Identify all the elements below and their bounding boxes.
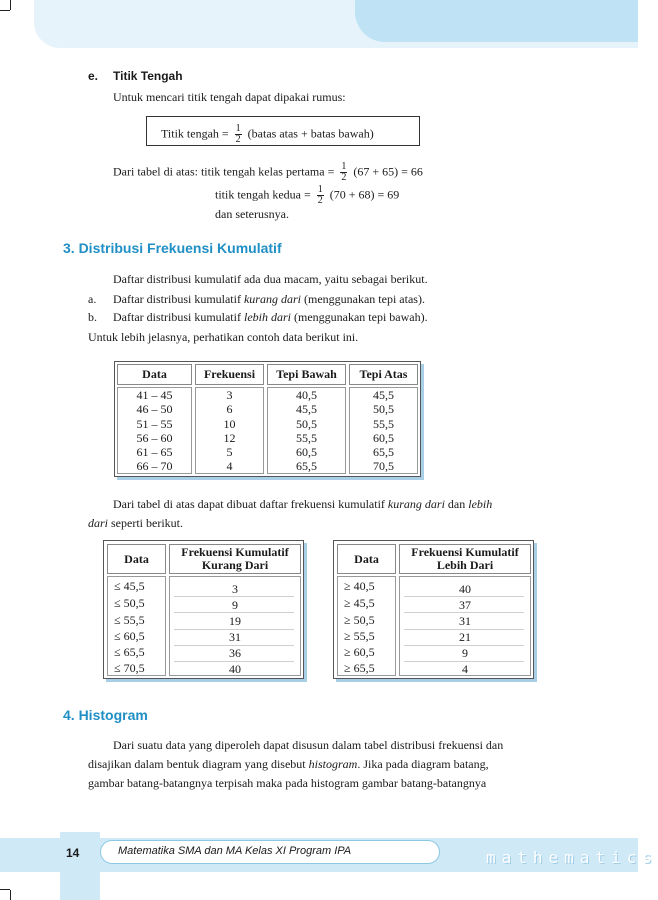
footer-brand-logo: mathematics <box>486 848 658 867</box>
formula-text: (batas atas + batas bawah) <box>247 126 374 141</box>
table-cell: 19 <box>229 614 241 628</box>
table-cell: ≥ 65,5 <box>344 661 375 675</box>
formula-text: Titik tengah = <box>161 126 229 141</box>
fraction: $\frac{1}{2}$ <box>235 123 241 145</box>
paragraph: dan seterusnya. <box>215 207 289 221</box>
table-cell: 31 <box>459 614 471 628</box>
table-cell: ≤ 55,5 <box>114 613 145 627</box>
list-label: b. <box>88 310 97 324</box>
table-cell: 10 <box>223 417 236 431</box>
table-header: Data <box>107 544 166 574</box>
table-cell: 4 <box>462 662 468 676</box>
table-cell: ≥ 40,5 <box>344 579 375 593</box>
table-cell: 50,5 <box>373 402 394 416</box>
table-cell: 31 <box>229 630 241 644</box>
frequency-table <box>114 361 421 477</box>
cumulative-less-table <box>103 540 304 679</box>
paragraph: Dari suatu data yang diperoleh dapat disusun dalam tabel distribusi frekuensi dan <box>113 738 504 752</box>
table-cell: 45,5 <box>296 402 317 416</box>
crop-mark <box>0 10 10 11</box>
crop-mark <box>10 890 11 900</box>
paragraph: Untuk lebih jelasnya, perhatikan contoh data berikut ini. <box>88 330 359 344</box>
formula-box <box>146 116 420 146</box>
table-cell: 4 <box>226 459 233 473</box>
page-number: 14 <box>66 846 80 860</box>
list-label: a. <box>88 292 97 306</box>
table-cell: ≥ 55,5 <box>344 629 375 643</box>
paragraph: Dari tabel di atas: titik tengah kelas pertama = $\frac{1}{2}$ (67 + 65) = 66 <box>113 161 423 183</box>
table-cell: ≤ 50,5 <box>114 596 145 610</box>
paragraph: disajikan dalam bentuk diagram yang disebut histogram. Jika pada diagram batang, <box>88 757 489 771</box>
table-header: Frekuensi Kumulatif Lebih Dari <box>399 544 531 574</box>
table-cell: 65,5 <box>373 445 394 459</box>
table-cell: 46 – 50 <box>136 402 173 416</box>
table-cell: 55,5 <box>373 417 394 431</box>
table-header: Tepi Atas <box>349 364 418 385</box>
crop-mark <box>10 0 11 10</box>
table-cell: 55,5 <box>296 431 317 445</box>
table-cell: 50,5 <box>296 417 317 431</box>
cumulative-more-table <box>333 540 534 679</box>
table-header: Tepi Bawah <box>267 364 346 385</box>
table-cell: 9 <box>232 598 238 612</box>
table-cell: 66 – 70 <box>136 459 173 473</box>
table-cell: 12 <box>223 431 236 445</box>
table-cell: ≥ 50,5 <box>344 613 375 627</box>
table-header: Frekuensi Kumulatif Kurang Dari <box>169 544 301 574</box>
table-cell: 37 <box>459 598 471 612</box>
table-cell: 41 – 45 <box>136 388 173 402</box>
table-cell: ≤ 65,5 <box>114 645 145 659</box>
table-cell: ≤ 60,5 <box>114 629 145 643</box>
table-cell: 51 – 55 <box>136 417 173 431</box>
section-heading: 3. Distribusi Frekuensi Kumulatif <box>63 240 282 256</box>
table-cell: 65,5 <box>296 459 317 473</box>
subsection-label: e. <box>88 69 99 83</box>
fraction: $\frac{1}{2}$ <box>341 161 347 183</box>
table-cell: 3 <box>232 582 238 596</box>
paragraph: Untuk mencari titik tengah dapat dipakai rumus: <box>113 90 346 104</box>
table-cell: 45,5 <box>373 388 394 402</box>
table-cell: 9 <box>462 646 468 660</box>
book-title: Matematika SMA dan MA Kelas XI Program IPA <box>118 845 352 857</box>
table-cell: ≥ 60,5 <box>344 645 375 659</box>
table-cell: 3 <box>226 388 233 402</box>
table-cell: ≥ 45,5 <box>344 596 375 610</box>
table-cell: ≤ 45,5 <box>114 579 145 593</box>
table-cell: 61 – 65 <box>136 445 173 459</box>
paragraph: gambar batang-batangnya terpisah maka pada histogram gambar batang-batangnya <box>88 776 487 790</box>
table-cell: 60,5 <box>296 445 317 459</box>
table-cell: 21 <box>459 630 471 644</box>
table-cell: 70,5 <box>373 459 394 473</box>
table-header: Data <box>117 364 192 385</box>
table-cell: 40 <box>229 662 241 676</box>
table-header: Frekuensi <box>195 364 264 385</box>
list-item: Daftar distribusi kumulatif lebih dari (menggunakan tepi bawah). <box>113 310 428 324</box>
fraction: $\frac{1}{2}$ <box>317 184 323 206</box>
list-item: Daftar distribusi kumulatif kurang dari (menggunakan tepi atas). <box>113 292 425 306</box>
table-cell: 40,5 <box>296 388 317 402</box>
crop-mark <box>0 889 10 890</box>
table-cell: 60,5 <box>373 431 394 445</box>
section-heading: 4. Histogram <box>63 707 148 723</box>
table-cell: ≤ 70,5 <box>114 661 145 675</box>
paragraph: Daftar distribusi kumulatif ada dua macam, yaitu sebagai berikut. <box>113 272 428 286</box>
table-cell: 56 – 60 <box>136 431 173 445</box>
table-cell: 36 <box>229 646 241 660</box>
subsection-title: Titik Tengah <box>113 69 183 83</box>
paragraph: dari seperti berikut. <box>88 516 183 530</box>
paragraph: titik tengah kedua = $\frac{1}{2}$ (70 + 68) = 69 <box>215 184 400 206</box>
page-number-tab <box>60 832 100 900</box>
header-decoration-accent <box>355 0 638 42</box>
table-header: Data <box>337 544 396 574</box>
table-cell: 6 <box>226 402 233 416</box>
table-cell: 40 <box>459 582 471 596</box>
paragraph: Dari tabel di atas dapat dibuat daftar frekuensi kumulatif kurang dari dan lebih <box>113 497 493 511</box>
table-cell: 5 <box>226 445 233 459</box>
